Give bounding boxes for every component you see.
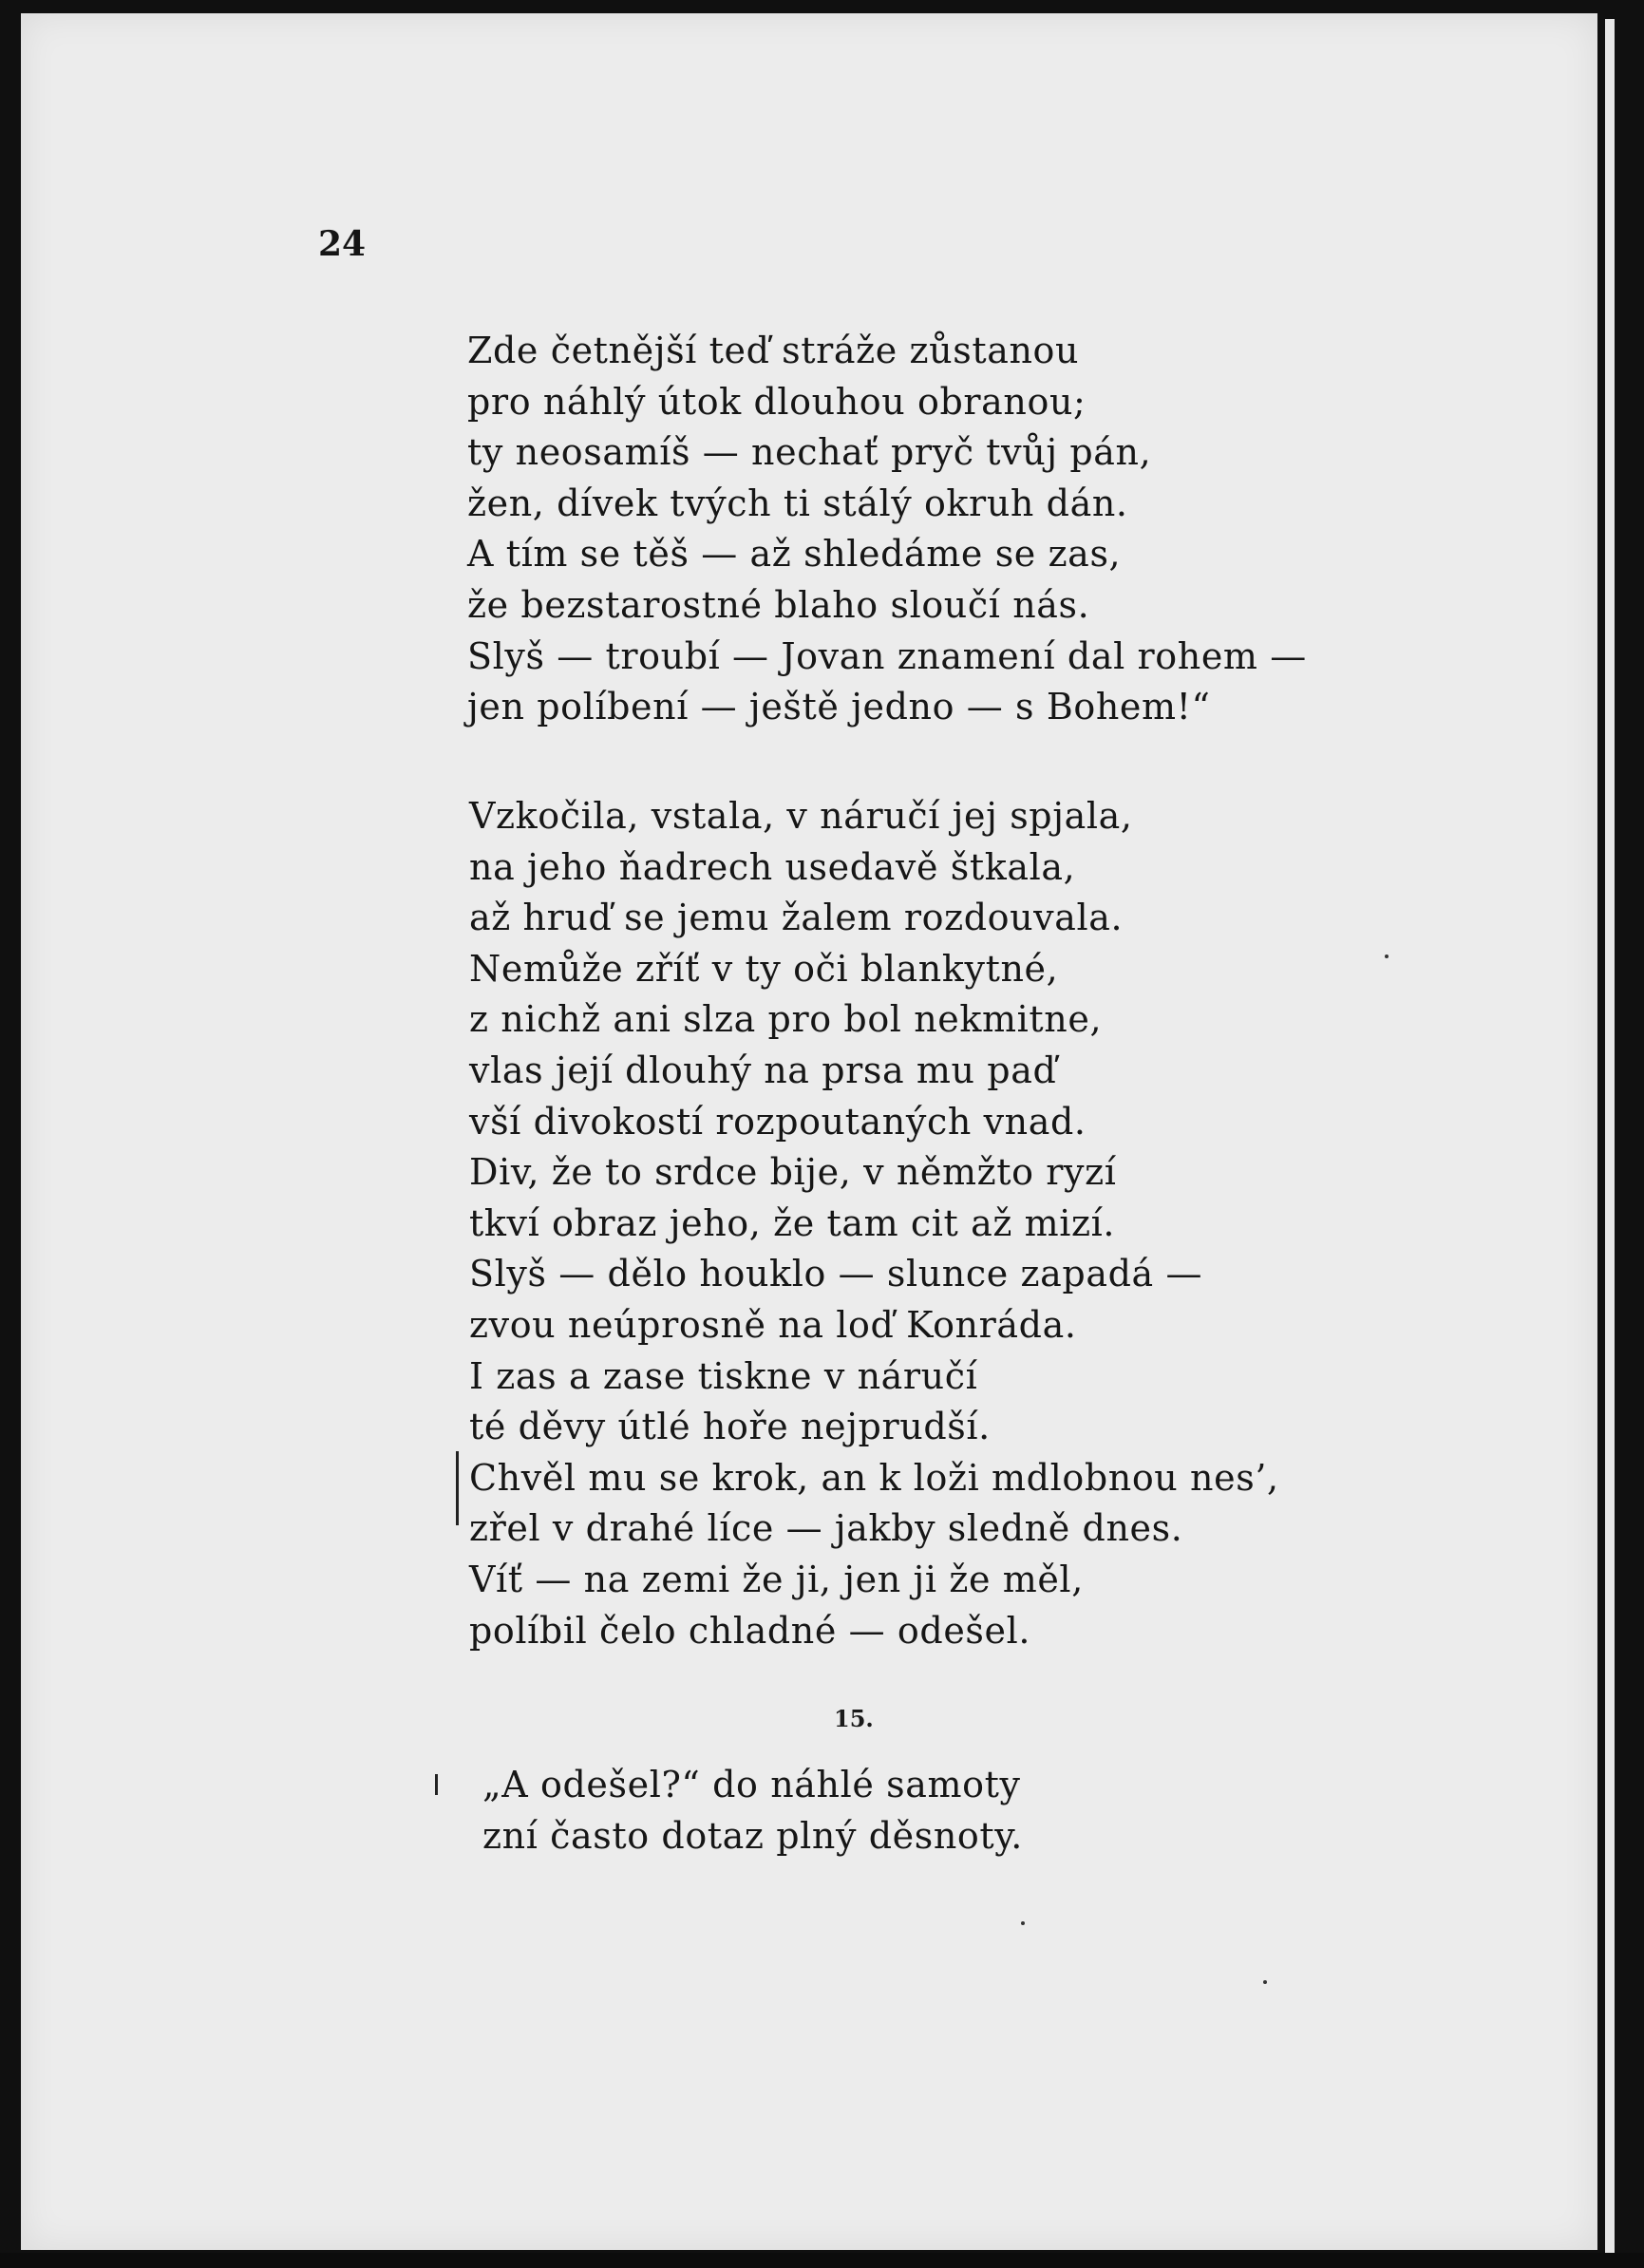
verse-line: I zas a zase tiskne v náručí (469, 1354, 978, 1397)
stanza-2 (469, 791, 1279, 1656)
section-number: 15. (834, 1705, 874, 1732)
stanza-3 (482, 1760, 1023, 1862)
verse-line: vlas její dlouhý na prsa mu paď (469, 1049, 1057, 1091)
verse-line: Víť — na zemi že ji, jen ji že měl, (469, 1558, 1084, 1600)
verse-line: vší divokostí rozpoutaných vnad. (469, 1100, 1087, 1143)
margin-pencil-mark (435, 1774, 438, 1795)
paper-speck (1385, 954, 1389, 958)
verse-line: ty neosamíš — nechať pryč tvůj pán, (467, 431, 1152, 474)
paper-speck (1263, 1980, 1267, 1984)
verse-line: zřel v drahé líce — jakby sledně dnes. (469, 1507, 1183, 1550)
verse-line: žen, dívek tvých ti stálý okruh dán. (467, 482, 1128, 524)
verse-line: Slyš — dělo houklo — slunce zapadá — (469, 1253, 1203, 1295)
verse-line: políbil čelo chladné — odešel. (469, 1609, 1031, 1652)
verse-line: až hruď se jemu žalem rozdouvala. (469, 897, 1124, 939)
verse-line: tkví obraz jeho, že tam cit až mizí. (469, 1201, 1116, 1244)
verse-line: z nichž ani slza pro bol nekmitne, (469, 998, 1103, 1041)
verse-line: „A odešel?“ do náhlé samoty (482, 1764, 1021, 1805)
verse-line: že bezstarostné blaho sloučí nás. (467, 583, 1090, 626)
verse-line: zvou neúprosně na loď Konráda. (469, 1303, 1077, 1346)
margin-pencil-mark (456, 1451, 459, 1525)
verse-line: Div, že to srdce bije, v němžto ryzí (469, 1151, 1117, 1194)
verse-line: Zde četnější teď stráže zůstanou (467, 330, 1080, 371)
verse-line: A tím se těš — až shledáme se zas, (467, 533, 1122, 576)
paper-speck (1021, 1921, 1025, 1925)
adjacent-page-edge (1605, 19, 1615, 2268)
page-number: 24 (318, 224, 367, 264)
stanza-1 (467, 326, 1307, 733)
verse-line: zní často dotaz plný děsnoty. (482, 1814, 1023, 1857)
verse-line: Vzkočila, vstala, v náručí jej spjala, (469, 795, 1133, 837)
verse-line: pro náhlý útok dlouhou obranou; (467, 380, 1087, 423)
scan-bottom-border (0, 2253, 1644, 2268)
verse-line: Slyš — troubí — Jovan znamení dal rohem — (467, 634, 1307, 677)
verse-line: Nemůže zříť v ty oči blankytné, (469, 947, 1059, 990)
verse-line: Chvěl mu se krok, an k loži mdlobnou nes’, (469, 1456, 1279, 1499)
verse-line: na jeho ňadrech usedavě štkala, (469, 845, 1076, 888)
verse-line: té děvy útlé hoře nejprudší. (469, 1406, 991, 1448)
verse-line: jen políbení — ještě jedno — s Bohem!“ (467, 686, 1211, 728)
